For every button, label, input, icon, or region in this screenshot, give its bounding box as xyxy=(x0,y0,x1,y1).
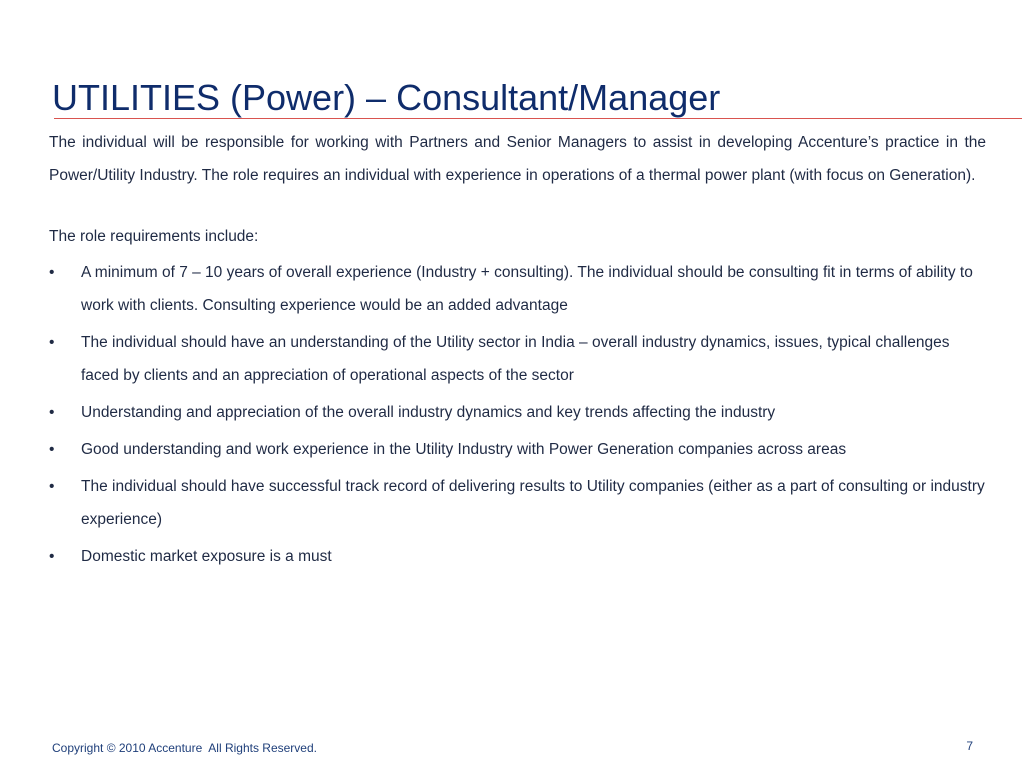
requirement-item xyxy=(49,540,986,573)
requirement-text: The individual should have an understanding of the Utility sector in India – overall industry dynamics, issues, typical challenges faced by clients and an appreciation of operational aspects of the sector xyxy=(81,334,950,384)
slide-title: UTILITIES (Power) – Consultant/Manager xyxy=(52,77,721,118)
requirements-list xyxy=(49,256,986,573)
intro-paragraph: The individual will be responsible for working with Partners and Senior Managers to assist in developing Accenture’s practice in the Power/Utility Industry. The role requires an individual with experience in operations of a thermal power plant (with focus on Generation). xyxy=(49,134,986,184)
requirement-text: Domestic market exposure is a must xyxy=(81,548,332,565)
requirement-item xyxy=(49,433,986,466)
requirement-item xyxy=(49,326,986,392)
requirement-item xyxy=(49,396,986,429)
requirement-item xyxy=(49,256,986,322)
slide-body xyxy=(49,126,986,577)
requirement-item xyxy=(49,470,986,536)
bullet-icon: • xyxy=(49,548,55,565)
requirement-text: A minimum of 7 – 10 years of overall experience (Industry + consulting). The individual should be consulting fit in terms of ability to work with clients. Consulting experience would be an added advantage xyxy=(81,264,973,314)
bullet-icon: • xyxy=(49,334,55,351)
bullet-icon: • xyxy=(49,478,55,495)
bullet-icon: • xyxy=(49,404,55,421)
bullet-icon: • xyxy=(49,264,55,281)
requirement-text: The individual should have successful track record of delivering results to Utility companies (either as a part of consulting or industry experience) xyxy=(81,478,985,528)
page-number: 7 xyxy=(966,739,973,753)
requirement-text: Good understanding and work experience in the Utility Industry with Power Generation companies across areas xyxy=(81,441,847,458)
requirement-text: Understanding and appreciation of the overall industry dynamics and key trends affecting the industry xyxy=(81,404,776,421)
title-divider xyxy=(54,118,1022,119)
bullet-icon: • xyxy=(49,441,55,458)
footer-copyright: Copyright © 2010 Accenture All Rights Reserved. xyxy=(52,741,317,755)
requirements-heading: The role requirements include: xyxy=(49,228,259,245)
